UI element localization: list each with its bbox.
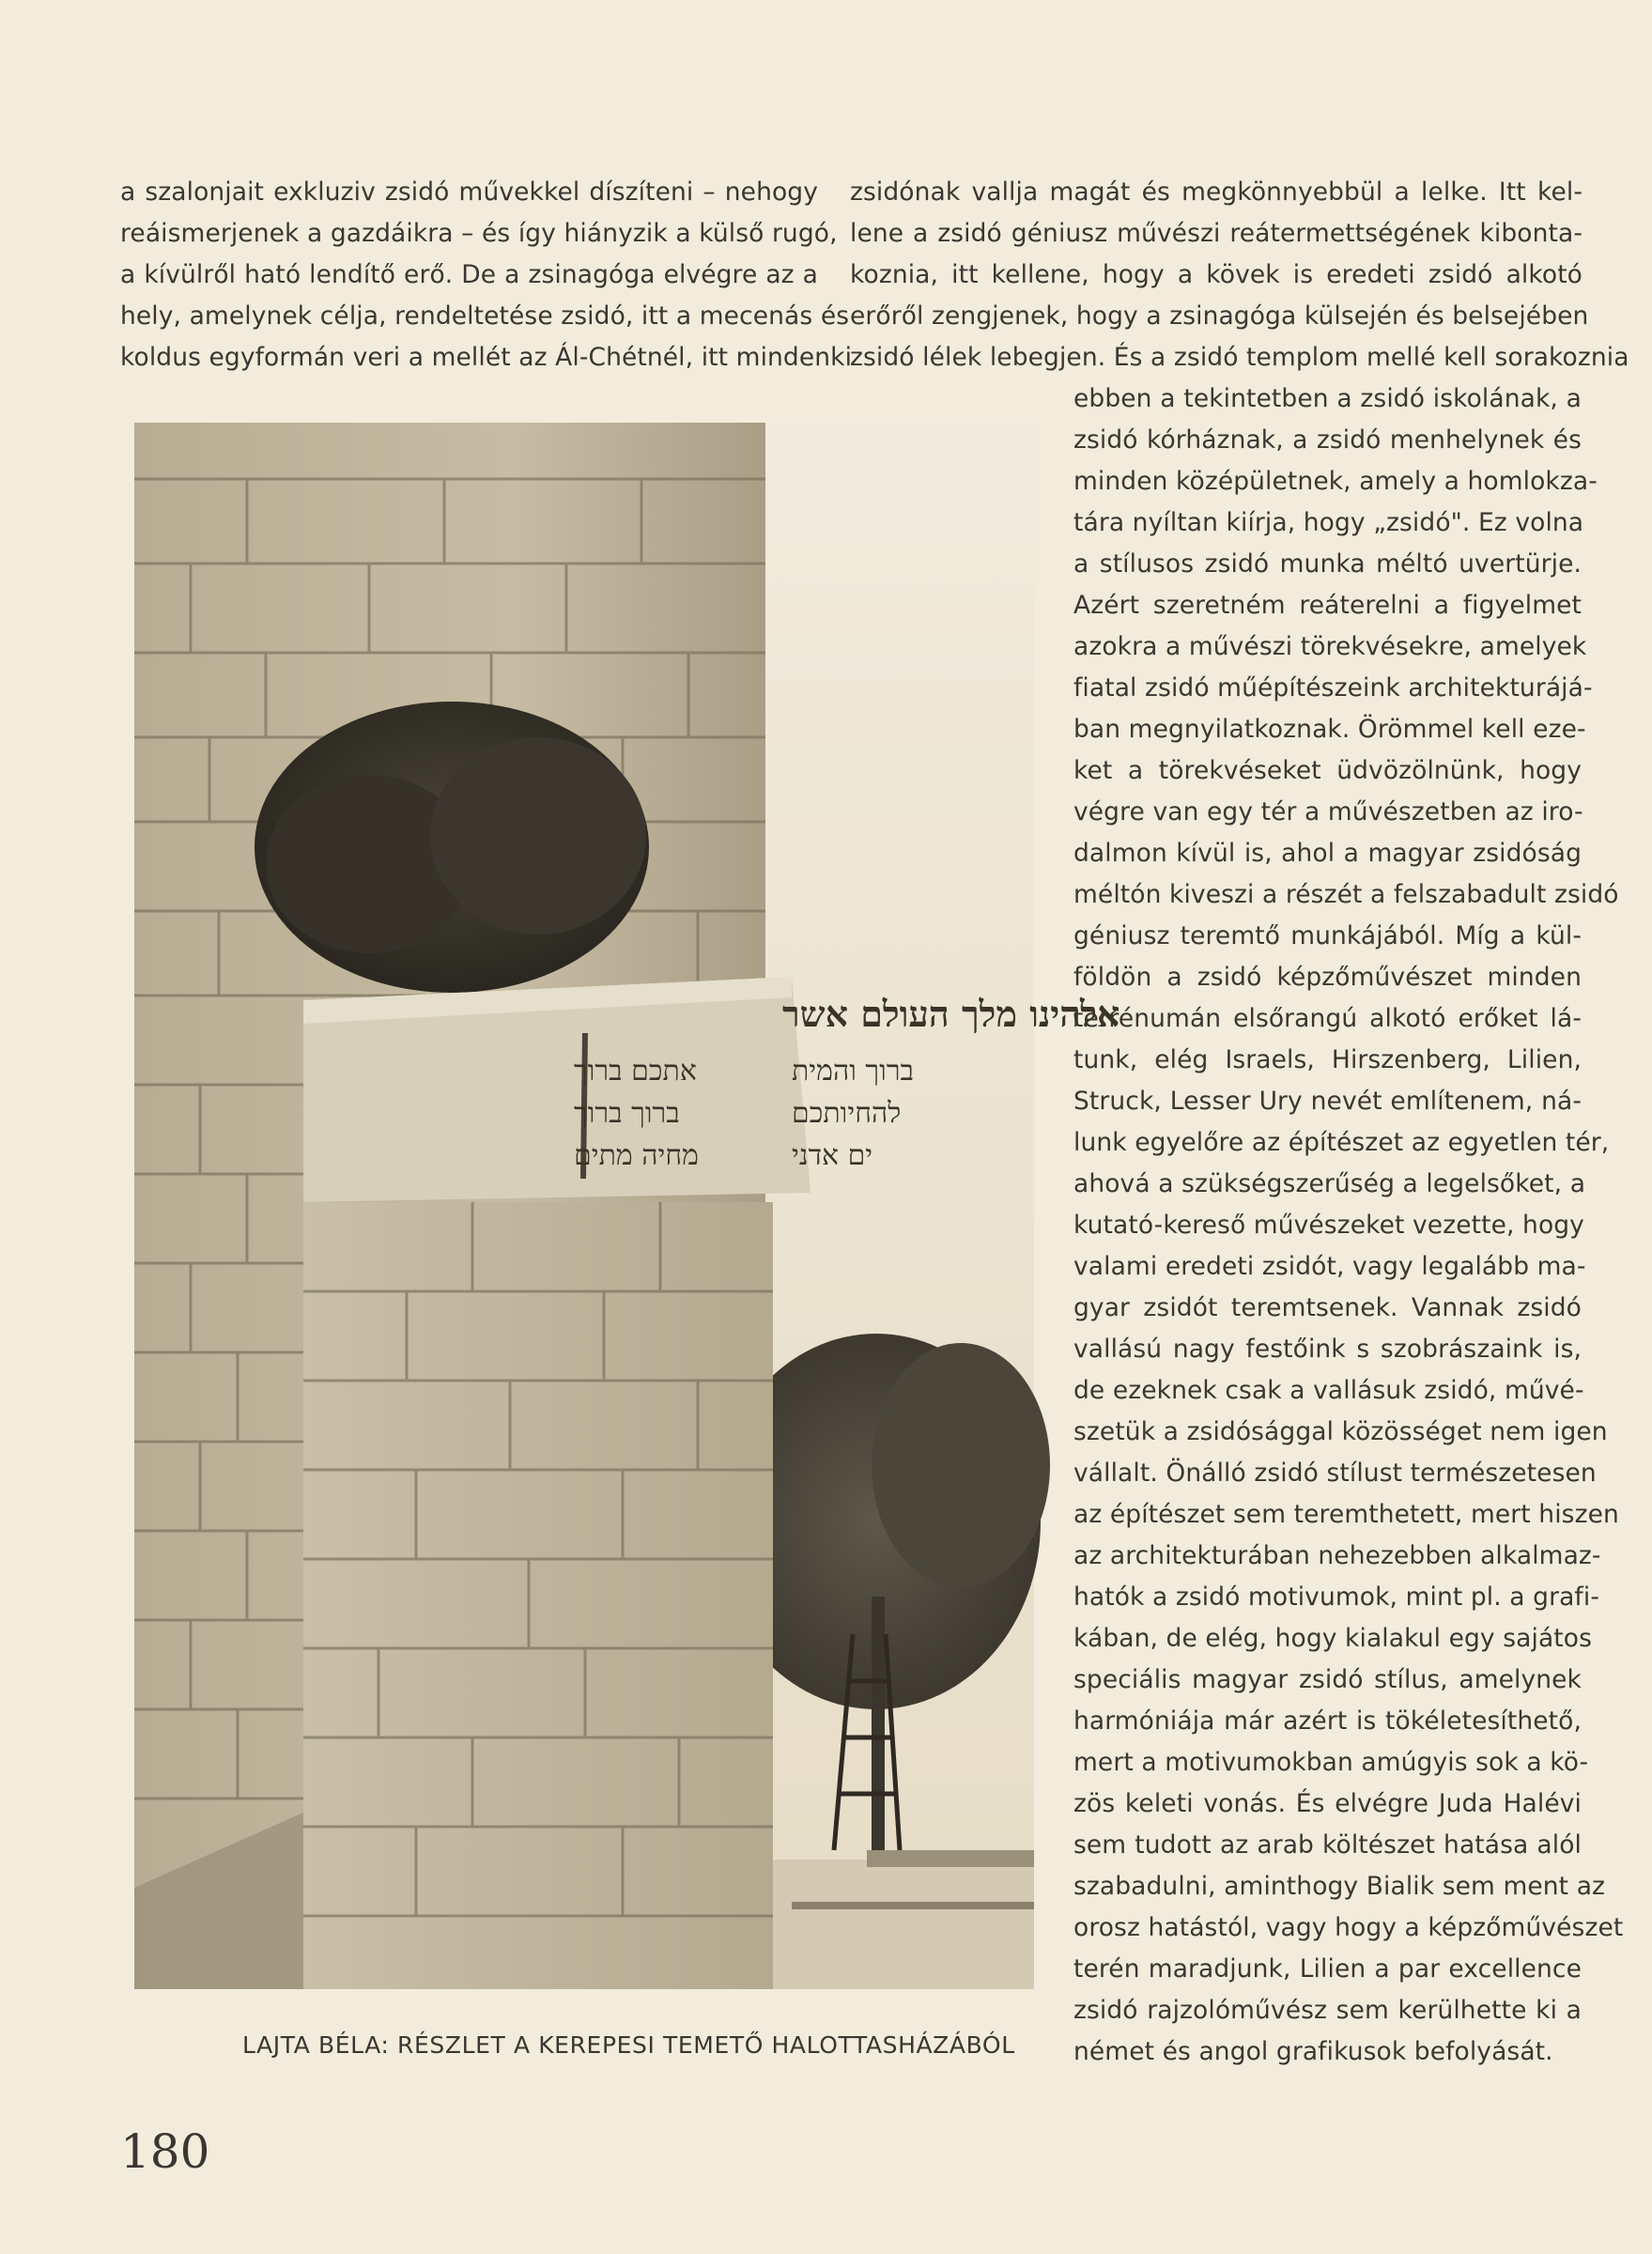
text-line: lene a zsidó géniusz művészi reátermettségének kibonta- xyxy=(850,219,1583,248)
text-line: zsidó kórháznak, a zsidó menhelynek és xyxy=(1073,425,1582,455)
text-line: vállalt. Önálló zsidó stílust természetesen xyxy=(1073,1459,1597,1488)
text-line: lunk egyelőre az építészet az egyetlen tér, xyxy=(1073,1128,1610,1157)
text-line: végre van egy tér a művészetben az iro- xyxy=(1073,797,1583,826)
text-line: a kívülről ható lendítő erő. De a zsinagóga elvégre az a xyxy=(120,260,818,289)
inscription-right-line: להחיותכם xyxy=(792,1097,902,1130)
right-text-column xyxy=(1073,378,1624,2073)
photograph-cemetery-mortuary-detail xyxy=(134,423,1120,1989)
text-line: speciális magyar zsidó stílus, amelynek xyxy=(1073,1665,1582,1694)
text-line: azokra a művészi törekvésekre, amelyek xyxy=(1073,632,1587,661)
inscription-top: אלהינו מלך העולם אשר xyxy=(782,993,1120,1035)
inscription-left-line: ברוך ברוך xyxy=(574,1097,680,1130)
text-line: ban megnyilatkoznak. Örömmel kell eze- xyxy=(1073,715,1586,744)
right-top-text xyxy=(850,172,1629,378)
text-line: dalmon kívül is, ahol a magyar zsidóság xyxy=(1073,839,1582,868)
text-line: ahová a szükségszerűség a legelsőket, a xyxy=(1073,1169,1586,1198)
figure-caption: LAJTA BÉLA: RÉSZLET A KEREPESI TEMETŐ HALOTTASHÁZÁBÓL xyxy=(242,2031,1015,2059)
text-line: méltón kiveszi a részét a felszabadult zsidó xyxy=(1073,880,1619,909)
text-line: minden középületnek, amely a homlokza- xyxy=(1073,467,1598,496)
text-line: hatók a zsidó motivumok, mint pl. a grafi- xyxy=(1073,1582,1599,1612)
inscription-right-line: ים אדני xyxy=(792,1139,873,1172)
text-line: mert a motivumokban amúgyis sok a kö- xyxy=(1073,1748,1589,1777)
text-line: fiatal zsidó műépítészeink architekturájá- xyxy=(1073,673,1593,702)
text-line: zsidó lélek lebegjen. És a zsidó templom mellé kell sorakoznia xyxy=(850,343,1629,372)
text-line: az építészet sem teremthetett, mert hiszen xyxy=(1073,1500,1619,1529)
text-line: tára nyíltan kiírja, hogy „zsidó". Ez volna xyxy=(1073,508,1584,537)
text-line: zös keleti vonás. És elvégre Juda Halévi xyxy=(1073,1789,1582,1818)
text-line: szetük a zsidósággal közösséget nem igen xyxy=(1073,1417,1608,1446)
text-line: Struck, Lesser Ury nevét említenem, ná- xyxy=(1073,1087,1582,1116)
text-line: sem tudott az arab költészet hatása alól xyxy=(1073,1830,1582,1860)
text-line: tunk, elég Israels, Hirszenberg, Lilien, xyxy=(1073,1045,1582,1074)
text-line: zsidó rajzolóművész sem kerülhette ki a xyxy=(1073,1996,1582,2025)
text-line: Azért szeretném reáterelni a figyelmet xyxy=(1073,591,1582,620)
text-line: terrénumán elsőrangú alkotó erőket lá- xyxy=(1073,1004,1582,1033)
inscription-left-line: מחיה מתים xyxy=(574,1139,699,1172)
text-line: terén maradjunk, Lilien a par excellence xyxy=(1073,1954,1582,1984)
text-line: géniusz teremtő munkájából. Míg a kül- xyxy=(1073,921,1582,950)
text-line: vallású nagy festőink s szobrászaink is, xyxy=(1073,1335,1582,1364)
text-line: a szalonjait exkluziv zsidó művekkel díszíteni – nehogy xyxy=(120,178,818,207)
text-line: német és angol grafikusok befolyását. xyxy=(1073,2037,1553,2066)
text-line: erőről zengjenek, hogy a zsinagóga külsején és belsejében xyxy=(850,301,1589,331)
text-line: reáismerjenek a gazdáikra – és így hiányzik a külső rugó, xyxy=(120,219,838,248)
left-text-column xyxy=(120,172,853,378)
text-line: zsidónak vallja magát és megkönnyebbül a lelke. Itt kel- xyxy=(850,178,1583,207)
text-line: de ezeknek csak a vallásuk zsidó, művé- xyxy=(1073,1376,1584,1405)
text-line: orosz hatástól, vagy hogy a képzőművészet xyxy=(1073,1913,1624,1942)
page-number: 180 xyxy=(120,2124,210,2179)
text-line: kutató-kereső művészeket vezette, hogy xyxy=(1073,1211,1584,1240)
text-line: valami eredeti zsidót, vagy legalább ma- xyxy=(1073,1252,1586,1281)
text-line: gyar zsidót teremtsenek. Vannak zsidó xyxy=(1073,1293,1582,1322)
text-line: szabadulni, aminthogy Bialik sem ment az xyxy=(1073,1872,1606,1901)
text-line: kában, de elég, hogy kialakul egy sajátos xyxy=(1073,1624,1592,1653)
text-line: hely, amelynek célja, rendeltetése zsidó, itt a mecenás és xyxy=(120,301,850,331)
text-line: koldus egyformán veri a mellét az Ál-Chétnél, itt mindenki xyxy=(120,343,853,372)
inscription-left-line: אתכם ברוך xyxy=(574,1055,697,1088)
text-line: koznia, itt kellene, hogy a kövek is eredeti zsidó alkotó xyxy=(850,260,1583,289)
text-line: ket a törekvéseket üdvözölnünk, hogy xyxy=(1073,756,1582,785)
text-line: harmóniája már azért is tökéletesíthető, xyxy=(1073,1706,1582,1736)
inscription-right-line: ברוך והמית xyxy=(792,1055,915,1088)
text-line: földön a zsidó képzőművészet minden xyxy=(1073,963,1582,992)
text-line: ebben a tekintetben a zsidó iskolának, a xyxy=(1073,384,1582,413)
text-line: az architekturában nehezebben alkalmaz- xyxy=(1073,1541,1601,1570)
text-line: a stílusos zsidó munka méltó uvertürje. xyxy=(1073,549,1582,579)
